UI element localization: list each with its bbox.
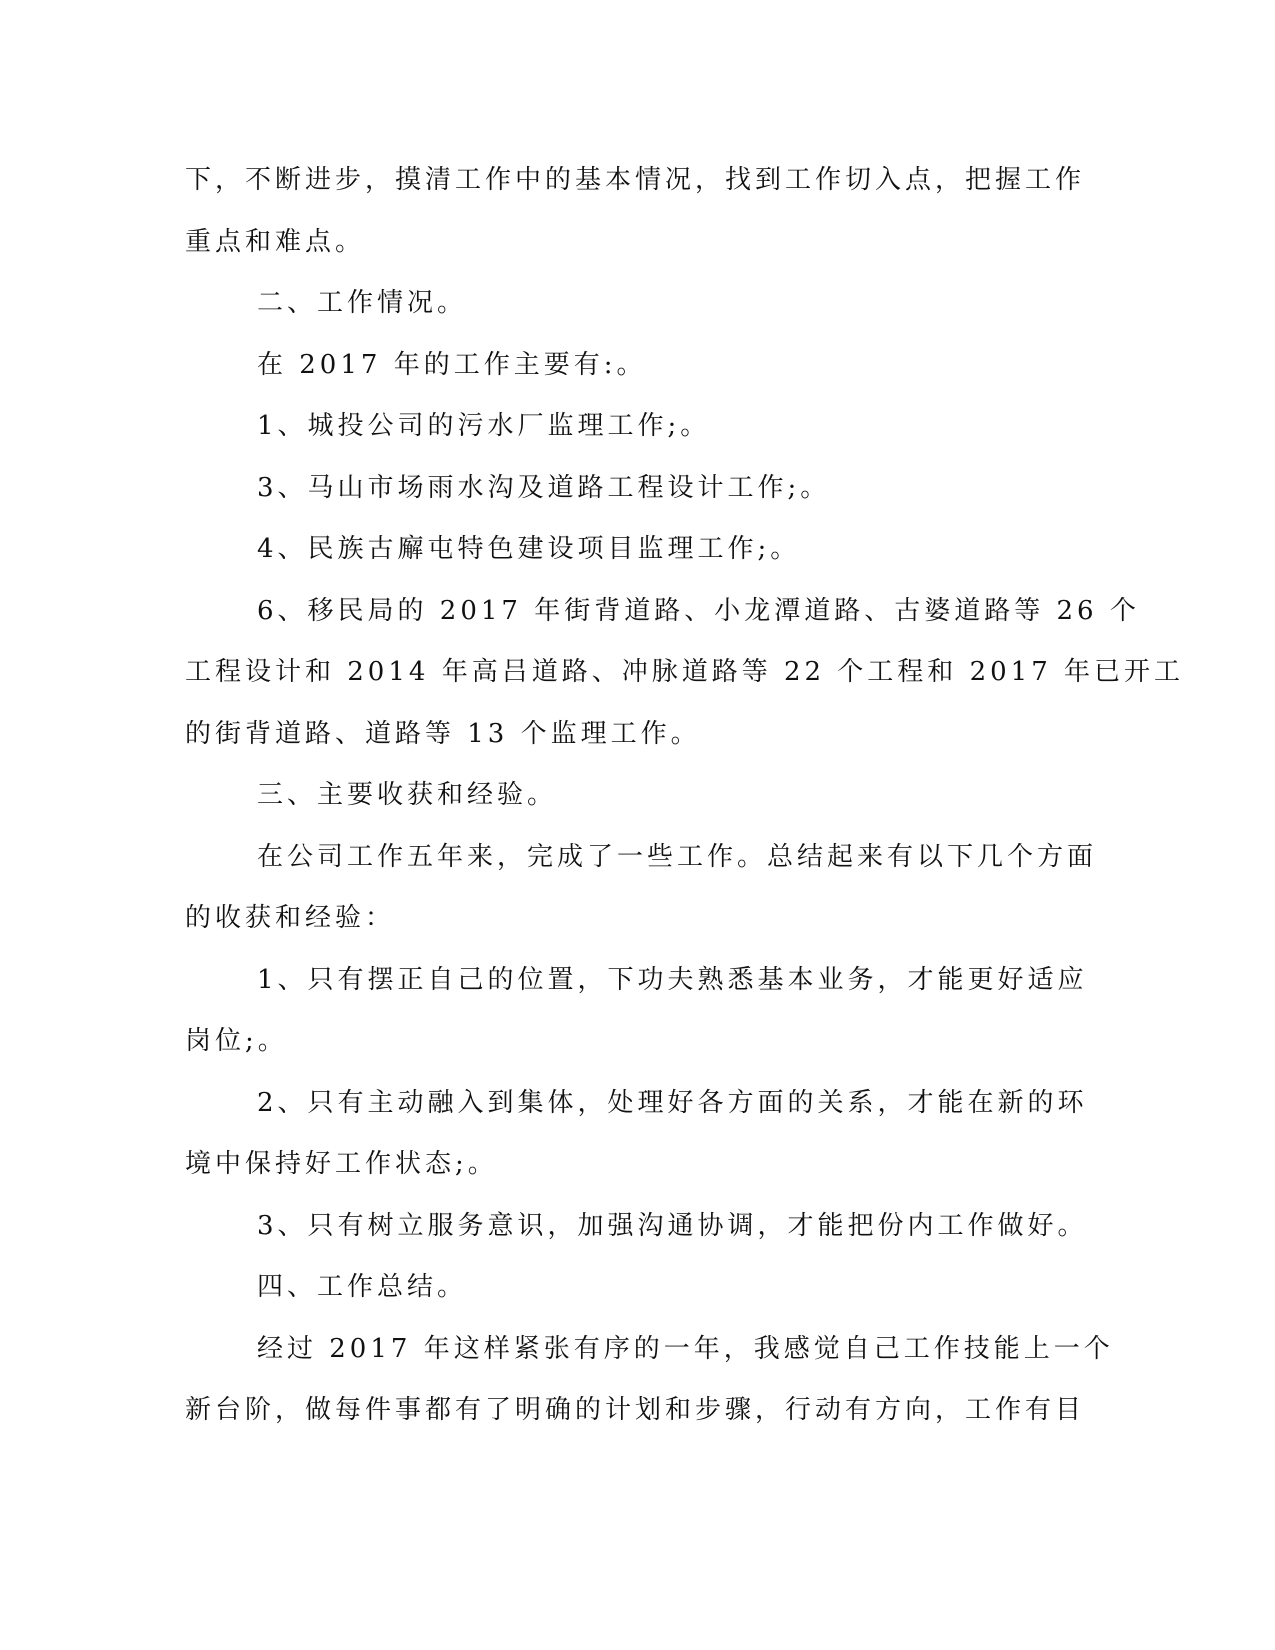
list-item: 1、城投公司的污水厂监理工作;。 [257,411,711,441]
list-item: 2、只有主动融入到集体，处理好各方面的关系，才能在新的环 [257,1087,1088,1118]
list-item: 4、民族古廨屯特色建设项目监理工作;。 [257,534,801,564]
text-line: 在公司工作五年来，完成了一些工作。总结起来有以下几个方面 [257,841,1098,872]
list-item: 3、只有树立服务意识，加强沟通协调，才能把份内工作做好。 [257,1210,1088,1241]
text-line: 的街背道路、道路等 13 个监理工作。 [185,718,701,749]
text-line: 新台阶，做每件事都有了明确的计划和步骤，行动有方向，工作有目 [185,1395,1086,1425]
section-heading: 四、工作总结。 [257,1272,468,1302]
text-line: 下，不断进步，摸清工作中的基本情况，找到工作切入点，把握工作 [185,165,1086,195]
text-line: 在 2017 年的工作主要有:。 [257,349,647,380]
text-line: 经过 2017 年这样紧张有序的一年，我感觉自己工作技能上一个 [257,1333,1114,1364]
document-body [185,150,1185,1442]
list-item: 3、马山市场雨水沟及道路工程设计工作;。 [257,472,831,503]
text-line: 的收获和经验： [185,903,396,933]
section-heading: 三、主要收获和经验。 [257,780,558,810]
list-item: 6、移民局的 2017 年街背道路、小龙潭道路、古婆道路等 26 个 [257,595,1140,626]
text-line: 重点和难点。 [185,226,366,257]
section-heading: 二、工作情况。 [257,288,468,318]
text-line: 岗位;。 [185,1026,288,1056]
text-line: 境中保持好工作状态;。 [185,1149,498,1179]
list-item: 1、只有摆正自己的位置，下功夫熟悉基本业务，才能更好适应 [257,964,1088,995]
text-line: 工程设计和 2014 年高吕道路、冲脉道路等 22 个工程和 2017 年已开工 [185,657,1185,687]
